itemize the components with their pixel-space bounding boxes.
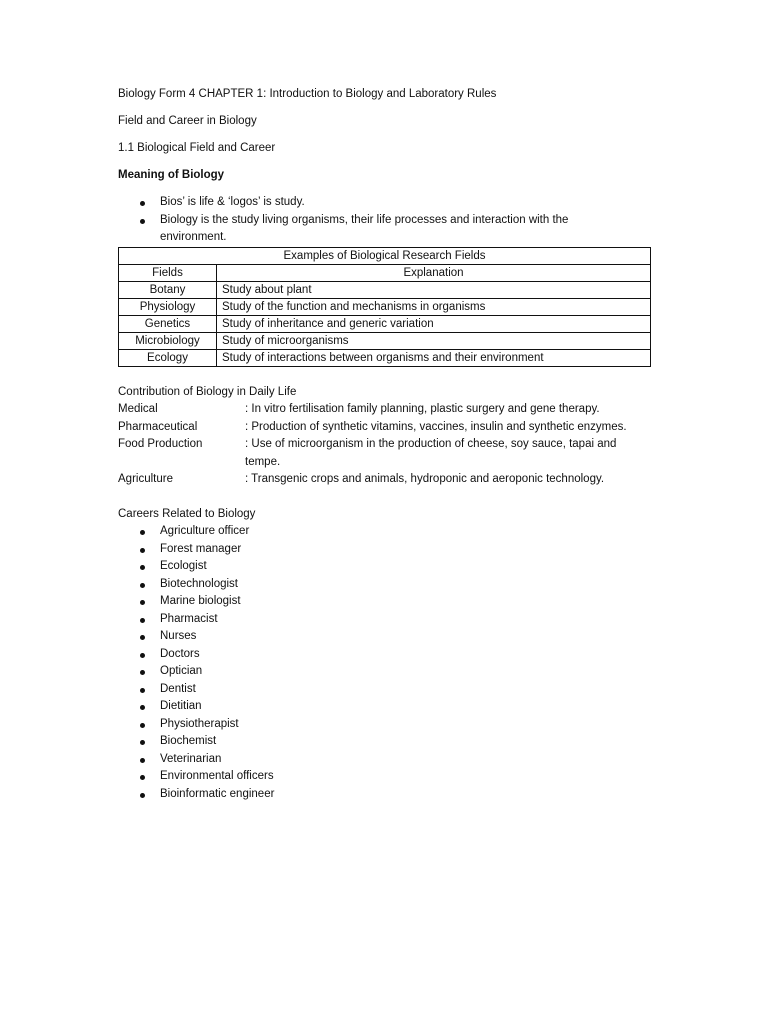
list-item: Doctors	[118, 646, 658, 664]
table-cell-field: Botany	[119, 281, 217, 298]
list-item: Biology is the study living organisms, their life processes and interaction with the environment.	[118, 212, 600, 247]
contribution-row	[118, 471, 658, 489]
list-item: Physiotherapist	[118, 716, 658, 734]
contribution-value: : Transgenic crops and animals, hydroponic and aeroponic technology.	[245, 473, 605, 485]
table-row	[119, 315, 651, 332]
table-caption: Examples of Biological Research Fields	[119, 247, 651, 264]
table-cell-explanation: Study of the function and mechanisms in organisms	[217, 298, 651, 315]
contribution-value: : Production of synthetic vitamins, vaccines, insulin and synthetic enzymes.	[245, 420, 627, 433]
table-cell-explanation: Study about plant	[217, 281, 651, 298]
list-item: Forest manager	[118, 541, 658, 559]
column-header-fields: Fields	[119, 264, 217, 281]
table-cell-explanation: Study of microorganisms	[217, 332, 651, 349]
list-item: Dentist	[118, 681, 658, 699]
list-item: Bioinformatic engineer	[118, 786, 658, 804]
table-row	[119, 332, 651, 349]
table-cell-explanation: Study of interactions between organisms and their environment	[217, 349, 651, 366]
list-item: Veterinarian	[118, 751, 658, 769]
table-row	[119, 281, 651, 298]
contribution-row	[118, 436, 658, 471]
table-cell-field: Genetics	[119, 315, 217, 332]
list-item: Agriculture officer	[118, 523, 658, 541]
list-item: Environmental officers	[118, 768, 658, 786]
list-item: Biochemist	[118, 733, 658, 751]
table-row	[119, 349, 651, 366]
table-row	[119, 298, 651, 315]
contribution-key: Agriculture	[118, 473, 173, 485]
meaning-list	[118, 194, 658, 247]
contribution-key: Medical	[118, 403, 158, 415]
careers-heading: Careers Related to Biology	[118, 507, 256, 520]
table-cell-field: Ecology	[119, 349, 217, 366]
list-item: Nurses	[118, 628, 658, 646]
table-cell-field: Physiology	[119, 298, 217, 315]
list-item: Pharmacist	[118, 611, 658, 629]
section-title: Field and Career in Biology	[118, 115, 257, 127]
list-item: Dietitian	[118, 698, 658, 716]
column-header-explanation: Explanation	[217, 264, 651, 281]
document-header: Biology Form 4 CHAPTER 1: Introduction to Biology and Laboratory Rules	[118, 88, 497, 100]
contribution-row	[118, 419, 658, 437]
list-item: Optician	[118, 663, 658, 681]
list-item: Biotechnologist	[118, 576, 658, 594]
subsection-title: 1.1 Biological Field and Career	[118, 142, 276, 154]
contribution-heading: Contribution of Biology in Daily Life	[118, 385, 297, 398]
table-cell-explanation: Study of inheritance and generic variation	[217, 315, 651, 332]
contribution-key: Food Production	[118, 438, 203, 450]
contribution-key: Pharmaceutical	[118, 420, 198, 433]
document-page	[118, 86, 658, 803]
meaning-heading: Meaning of Biology	[118, 169, 225, 181]
list-item: Bios’ is life & ‘logos’ is study.	[118, 194, 658, 212]
contribution-row	[118, 401, 658, 419]
careers-list	[118, 523, 658, 803]
contribution-value: : In vitro fertilisation family planning, plastic surgery and gene therapy.	[245, 403, 600, 415]
contribution-value: : Use of microorganism in the production of cheese, soy sauce, tapai and tempe.	[245, 438, 617, 468]
table-cell-field: Microbiology	[119, 332, 217, 349]
contribution-list	[118, 401, 658, 489]
research-fields-table	[118, 247, 651, 367]
list-item: Marine biologist	[118, 593, 658, 611]
list-item: Ecologist	[118, 558, 658, 576]
